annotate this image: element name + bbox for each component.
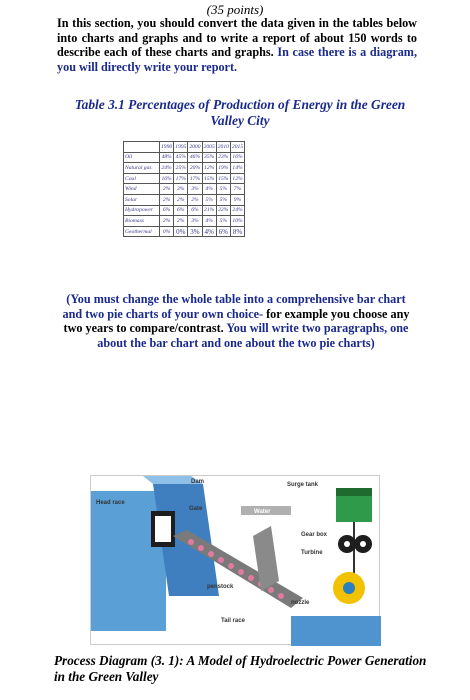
label-nozzle: nozzle [291,600,310,606]
percentage-cell: 0% [160,226,174,237]
percentage-cell: 4% [202,226,216,237]
energy-source-cell: Hydropower [124,205,160,216]
percentage-cell: 8% [230,226,244,237]
label-gear-box: Gear box [301,532,328,538]
percentage-cell: 9% [230,194,244,205]
year-header: 2015 [230,142,244,153]
percentage-cell: 19% [216,163,230,174]
energy-source-cell: Natural gas [124,163,160,174]
table-row [124,226,245,237]
percentage-cell: 17% [174,173,188,184]
percentage-cell: 7% [230,184,244,195]
label-head-race: Head race [96,500,125,506]
generator-box [336,494,372,522]
percentage-cell: 46% [188,152,202,163]
energy-table [123,141,245,237]
task-note [60,292,412,350]
label-gate: Gate [189,506,203,512]
hydroelectric-diagram [90,475,380,645]
percentage-cell: 5% [216,184,230,195]
percentage-cell: 10% [230,216,244,227]
percentage-cell: 2% [160,194,174,205]
label-water: Water [254,509,271,515]
percentage-cell: 16% [160,173,174,184]
generator-top [336,488,372,496]
percentage-cell: 4% [202,184,216,195]
tail-race-water [291,616,381,646]
percentage-cell: 25% [174,163,188,174]
percentage-cell: 5% [216,194,230,205]
table-row [124,216,245,227]
percentage-cell: 23% [216,152,230,163]
label-tail-race: Tail race [221,618,245,624]
percentage-cell: 6% [216,226,230,237]
percentage-cell: 2% [188,194,202,205]
year-header: 2000 [188,142,202,153]
instructions-text [57,16,417,74]
year-header: 1995 [174,142,188,153]
task-note-line2: for example you choose any two years to compare/contrast. [63,306,410,336]
energy-source-cell: Geothermal [124,226,160,237]
percentage-cell: 3% [188,184,202,195]
energy-source-cell: Oil [124,152,160,163]
percentage-cell: 3% [188,216,202,227]
table-row [124,184,245,195]
percentage-cell: 6% [174,205,188,216]
percentage-cell: 16% [230,152,244,163]
diagram-caption: Process Diagram (3. 1): A Model of Hydroelectric Power Generation in the Green Valley [54,653,427,684]
task-note-line1: (You must change the whole table into a comprehensive bar chart and two pie charts of your own choice- [62,292,406,321]
percentage-cell: 35% [202,152,216,163]
percentage-cell: 3% [174,184,188,195]
percentage-cell: 2% [160,184,174,195]
percentage-cell: 6% [160,205,174,216]
table-title: Table 3.1 Percentages of Production of Energy in the Green Valley City [74,97,406,128]
percentage-cell: 15% [216,173,230,184]
energy-source-cell: Solar [124,194,160,205]
percentage-cell: 5% [202,194,216,205]
energy-source-cell: Wind [124,184,160,195]
table-corner-cell [124,142,160,153]
percentage-cell: 4% [202,216,216,227]
percentage-cell: 12% [230,173,244,184]
percentage-cell: 2% [174,194,188,205]
percentage-cell: 5% [216,216,230,227]
label-turbine: Turbine [301,550,323,556]
percentage-cell: 22% [216,205,230,216]
percentage-cell: 48% [160,152,174,163]
percentage-cell: 0% [174,226,188,237]
hydroelectric-illustration [91,476,381,646]
energy-source-cell: Biomass [124,216,160,227]
percentage-cell: 12% [202,163,216,174]
label-dam: Dam [191,479,205,485]
table-row [124,173,245,184]
instructions-main: In this section, you should convert the data given in the tables below into charts and graphs and to write a report of about 150 words to describe each of these charts and graphs. [57,16,417,60]
table-row [124,205,245,216]
table-row [124,194,245,205]
percentage-cell: 17% [188,173,202,184]
energy-source-cell: Coal [124,173,160,184]
percentage-cell: 24% [160,163,174,174]
percentage-cell: 24% [230,205,244,216]
gate-opening [155,516,171,542]
task-note-line3: You will write two paragraphs, one about the bar chart and one about the two pie charts) [97,321,409,350]
percentage-cell: 3% [188,226,202,237]
label-penstock: penstock [207,584,234,590]
year-header: 2010 [216,142,230,153]
percentage-cell: 2% [160,216,174,227]
year-header: 1990 [160,142,174,153]
percentage-cell: 2% [174,216,188,227]
percentage-cell: 45% [174,152,188,163]
table-header-row [124,142,245,153]
year-header: 2005 [202,142,216,153]
percentage-cell: 15% [202,173,216,184]
instructions-emphasis: In case there is a diagram, you will directly write your report. [57,45,417,74]
points-label: (35 points) [206,2,264,17]
percentage-cell: 14% [230,163,244,174]
percentage-cell: 6% [188,205,202,216]
percentage-cell: 21% [202,205,216,216]
table-row [124,163,245,174]
table-row [124,152,245,163]
label-surge-tank: Surge tank [287,482,319,488]
percentage-cell: 20% [188,163,202,174]
